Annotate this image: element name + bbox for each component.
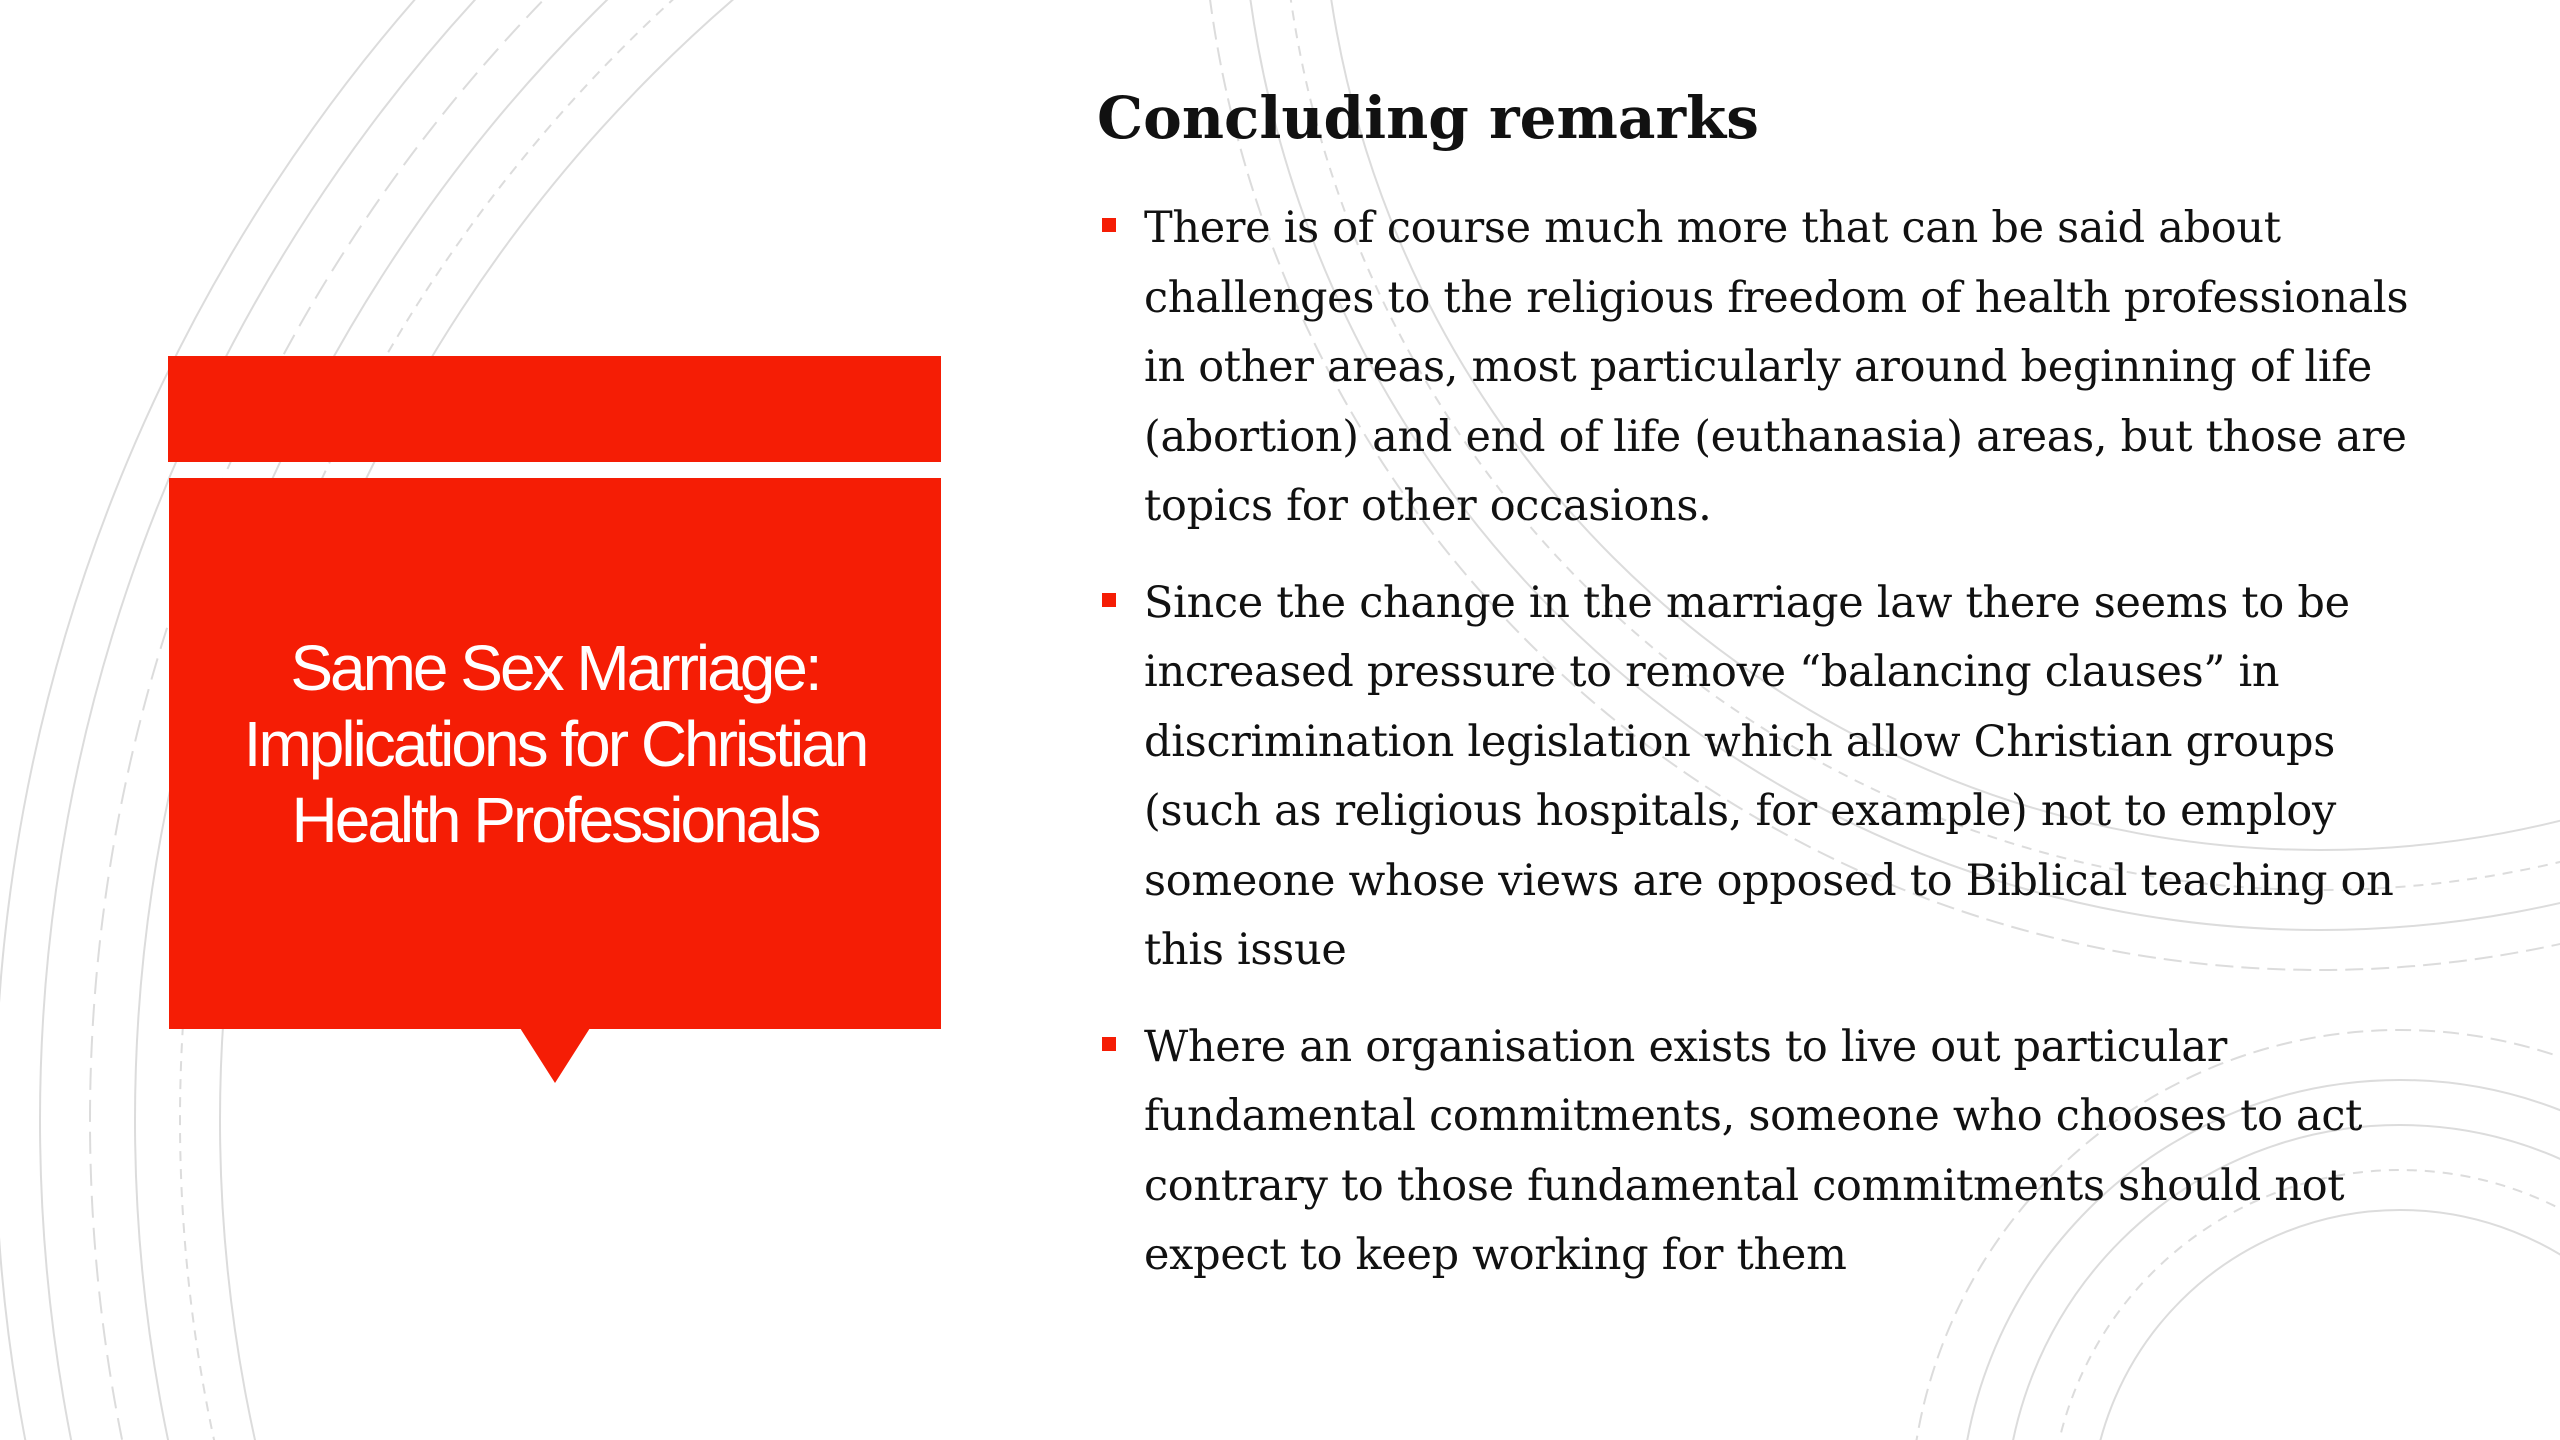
bullet-text: Where an organisation exists to live out particular fundamental commitments, someone who chooses to act contrary to those fundamental commitments should not expect to keep working for them (1144, 1021, 2363, 1280)
bullet-item (1100, 194, 2440, 542)
square-bullet-icon (1102, 218, 1116, 232)
content-heading: Concluding remarks (1097, 84, 1759, 152)
callout-pointer (520, 1028, 590, 1083)
bullet-text: There is of course much more that can be said about challenges to the religious freedom of health professionals in other areas, most particularly around beginning of life (abortion) and end of life (euthanasia) areas, but those are topics for other occasions. (1144, 203, 2409, 531)
square-bullet-icon (1102, 593, 1116, 607)
bullet-list (1100, 194, 2440, 1318)
bullet-item (1100, 1013, 2440, 1291)
title-callout-box (169, 478, 941, 1029)
accent-bar (168, 356, 941, 462)
square-bullet-icon (1102, 1037, 1116, 1051)
slide-title: Same Sex Marriage: Implications for Christian Health Professionals (243, 631, 867, 856)
bullet-item (1100, 569, 2440, 986)
bullet-text: Since the change in the marriage law there seems to be increased pressure to remove “balancing clauses” in discrimination legislation which allow Christian groups (such as religious hospitals, for example) not to employ someone whose views are opposed to Biblical teaching on this issue (1144, 577, 2394, 975)
